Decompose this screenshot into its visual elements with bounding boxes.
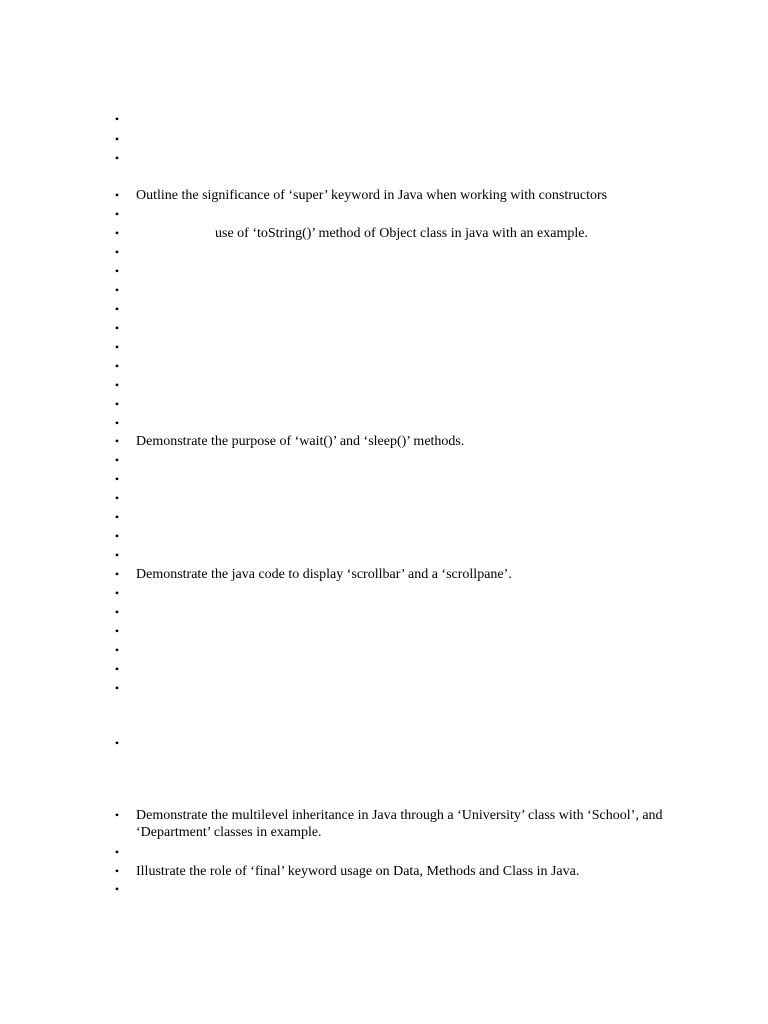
question-text: Demonstrate the multilevel inheritance in Java through a ‘University’ class with ‘School’, and ‘Department’ classes in example. [136,808,663,840]
list-item [0,622,768,641]
list-item [0,734,768,753]
list-item [0,584,768,603]
list-item [0,641,768,660]
list-item [0,565,768,584]
list-item [0,806,768,846]
list-item [0,432,768,451]
bullet-icon: • [114,643,120,657]
bullet-icon: • [114,453,120,467]
list-item [0,660,768,679]
bullet-icon: • [114,864,120,878]
bullet-icon: • [114,340,120,354]
question-text: Illustrate the role of ‘final’ keyword usage on Data, Methods and Class in Java. [136,864,580,879]
list-item [0,603,768,622]
bullet-icon: • [114,472,120,486]
list-item [0,880,768,899]
bullet-icon: • [114,151,120,165]
bullet-icon: • [114,567,120,581]
list-item [0,300,768,319]
bullet-icon: • [114,302,120,316]
list-item [0,679,768,698]
bullet-icon: • [114,245,120,259]
list-item [0,338,768,357]
bullet-icon: • [114,359,120,373]
list-item [0,357,768,376]
list-item [0,414,768,433]
list-item [0,149,768,168]
bullet-icon: • [114,586,120,600]
question-text: Outline the significance of ‘super’ keyword in Java when working with constructors [136,188,608,203]
bullet-icon: • [114,882,120,896]
bullet-icon: • [114,321,120,335]
list-item [0,376,768,395]
question-text: Demonstrate the java code to display ‘scrollbar’ and a ‘scrollpane’. [136,567,512,582]
list-item [0,862,768,881]
bullet-icon: • [114,264,120,278]
bullet-icon: • [114,188,120,202]
bullet-icon: • [114,112,120,126]
bullet-icon: • [114,510,120,524]
bullet-icon: • [114,491,120,505]
bullet-icon: • [114,605,120,619]
list-item [0,489,768,508]
question-text: Demonstrate the purpose of ‘wait()’ and ‘sleep()’ methods. [136,434,465,449]
bullet-icon: • [114,378,120,392]
list-item [0,243,768,262]
bullet-icon: • [114,624,120,638]
list-item [0,470,768,489]
bullet-icon: • [114,283,120,297]
bullet-icon: • [114,529,120,543]
list-item [0,508,768,527]
list-item [0,527,768,546]
bullet-icon: • [114,226,120,240]
bullet-icon: • [114,681,120,695]
bullet-icon: • [114,132,120,146]
list-item [0,281,768,300]
list-item [0,451,768,470]
list-item [0,546,768,565]
list-item [0,395,768,414]
bullet-icon: • [114,808,120,822]
question-text: use of ‘toString()’ method of Object class in java with an example. [215,226,588,241]
bullet-icon: • [114,416,120,430]
list-item [0,224,768,243]
list-item [0,186,768,205]
list-item [0,319,768,338]
bullet-icon: • [114,397,120,411]
list-item [0,262,768,281]
list-item [0,205,768,224]
list-item [0,843,768,862]
bullet-icon: • [114,845,120,859]
bullet-icon: • [114,736,120,750]
list-item [0,110,768,129]
bullet-icon: • [114,662,120,676]
bullet-icon: • [114,207,120,221]
bullet-icon: • [114,434,120,448]
bullet-icon: • [114,548,120,562]
list-item [0,130,768,149]
